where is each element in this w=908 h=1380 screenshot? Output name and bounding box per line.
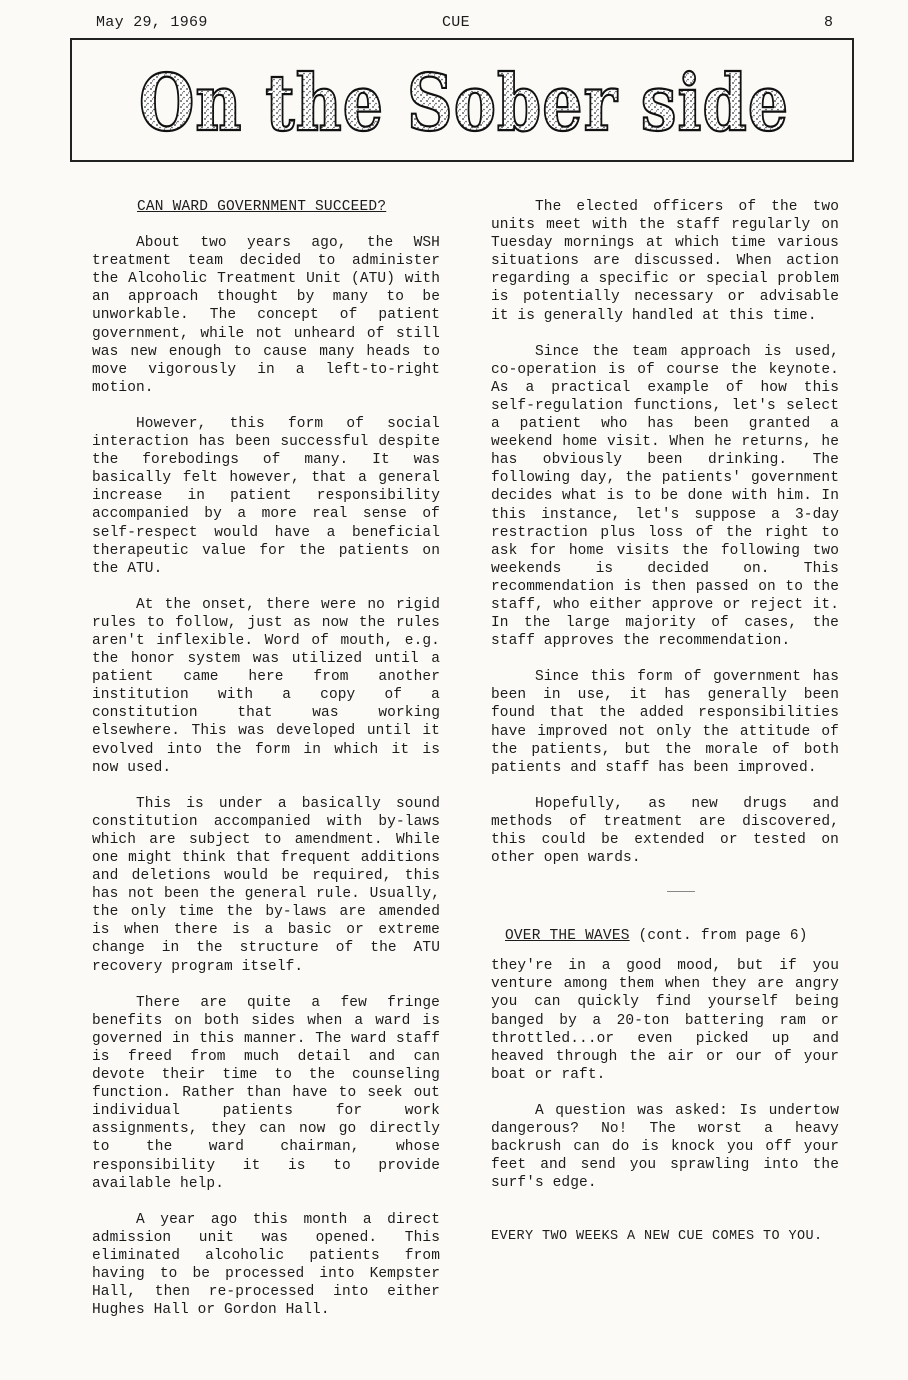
article-paragraph: At the onset, there were no rigid rules to follow, just as now the rules aren't inflexible. Word of mouth, e.g. the honor system was utilized until a patient came here from another institution with a copy of a constitution that was working elsewhere. This was developed until it evolved into the form in which it is now used.: [92, 596, 440, 776]
article-paragraph: Since this form of government has been in use, it has generally been found that the added responsibilities have improved not only the attitude of the patients, but the morale of both patients and staff has been improved.: [491, 669, 839, 776]
issue-date: May 29, 1969: [96, 14, 208, 31]
article-paragraph: About two years ago, the WSH treatment team decided to administer the Alcoholic Treatment Unit (ATU) with an approach thought by many to be unworkable. The concept of patient government, while not unheard of still was new enough to cause many heads to move vigorously in a left-to-right motion.: [92, 235, 440, 396]
article-paragraph: Hopefully, as new drugs and methods of treatment are discovered, this could be extended or tested on other open wards.: [491, 795, 839, 867]
article-paragraph: Since the team approach is used, co-operation is of course the keynote. As a practical example of how this self-regulation functions, let's select a patient who has been granted a weekend home visit. When he returns, he has obviously been drinking. The following day, the patients' government decides what is to be done with him. In this instance, let's suppose a 3-day restraction plus loss of the right to ask for home visits the following two weekends is decided on. This recommendation is then passed on to the staff, who either approve or reject it. In the large majority of cases, the staff approves the recommendation.: [491, 343, 839, 650]
article-paragraph: This is under a basically sound constitution accompanied with by-laws which are subject to amendment. While one might think that frequent additions and deletions would be required, this has not been the general rule. Usually, the only time the by-laws are amended is when there is a basic or extreme change in the structure of the ATU recovery program itself.: [92, 795, 440, 975]
article-paragraph: There are quite a few fringe benefits on both sides when a ward is governed in this manner. The ward staff is freed from much detail and can devote their time to the counseling function. Rather than have to seek out individual patients for work assignments, they can now go directly to the ward chairman, whose responsibility it is to provide available help.: [92, 994, 440, 1192]
footer-slogan: EVERY TWO WEEKS A NEW CUE COMES TO YOU.: [491, 1229, 823, 1245]
banner-title: On the Sober side: [139, 58, 789, 149]
left-column: [92, 194, 440, 1337]
article-paragraph: However, this form of social interaction has been successful despite the forebodings of many. It was basically felt however, that a general increase in patient responsibility accompanied by a more real sense of self-respect would have a beneficial therapeutic value for the patients on the ATU.: [92, 415, 440, 577]
banner-artwork: [72, 40, 852, 160]
continuation-note: (cont. from page 6): [629, 928, 808, 945]
article-paragraph: A year ago this month a direct admission unit was opened. This eliminated alcoholic patients from having to be processed into Kempster Hall, then re-processed into either Hughes Hall or Gordon Hall.: [92, 1211, 440, 1319]
section-title: OVER THE WAVES: [505, 928, 630, 945]
article-paragraph: The elected officers of the two units meet with the staff regularly on Tuesday mornings at which time various situations are discussed. When action regarding a specific or special problem is potentially necessary or advisable it is generally handled at this time.: [491, 199, 839, 324]
section-heading: [505, 927, 839, 945]
right-column: [491, 198, 839, 1247]
continued-paragraph: A question was asked: Is undertow dangerous? No! The worst a heavy backrush can do is knock you off your feet and send you sprawling into the surf's edge.: [491, 1102, 839, 1192]
section-separator: [491, 885, 839, 903]
continued-paragraph: they're in a good mood, but if you venture among them when they are angry you can quickly find yourself being banged by a 20-ton battering ram or throttled...or even picked up and heaved through the air or our of your boat or raft.: [491, 958, 839, 1083]
article-headline: CAN WARD GOVERNMENT SUCCEED?: [137, 199, 387, 215]
column-banner: [70, 38, 854, 162]
publication-name: CUE: [442, 14, 470, 31]
page-number: 8: [824, 14, 834, 31]
